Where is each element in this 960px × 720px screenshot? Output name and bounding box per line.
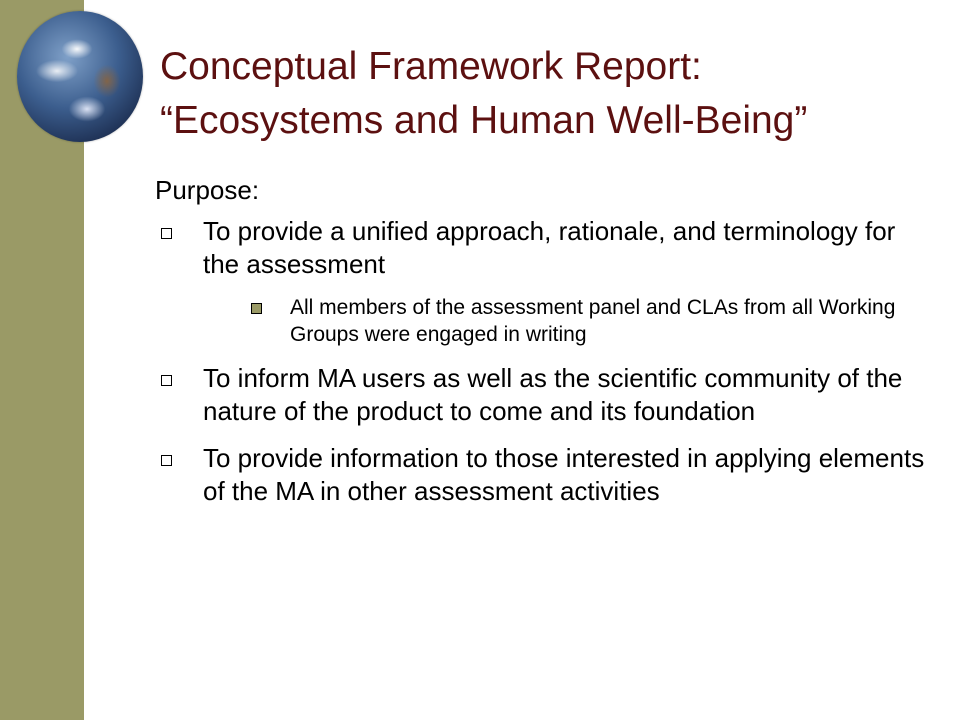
bullet-text: To provide information to those interested in applying elements of the MA in other assessment activities	[203, 443, 925, 506]
hollow-square-bullet-icon	[161, 228, 172, 239]
title-line-2: “Ecosystems and Human Well-Being”	[160, 99, 808, 142]
sub-bullet-text: All members of the assessment panel and CLAs from all Working Groups were engaged in writing	[290, 296, 896, 346]
bullet-text: To inform MA users as well as the scientific community of the nature of the product to come and its foundation	[203, 363, 903, 426]
bullet-text: To provide a unified approach, rationale, and terminology for the assessment	[203, 216, 896, 279]
bullet-item	[155, 215, 935, 348]
earth-globe-icon	[17, 11, 143, 142]
sub-bullet-item	[203, 294, 935, 348]
filled-square-bullet-icon	[251, 303, 262, 314]
purpose-label: Purpose:	[155, 175, 260, 205]
title-line-1: Conceptual Framework Report:	[160, 45, 702, 88]
slide-title	[160, 40, 940, 148]
slide-body	[155, 172, 935, 522]
hollow-square-bullet-icon	[161, 375, 172, 386]
bullet-item	[155, 362, 935, 428]
hollow-square-bullet-icon	[161, 455, 172, 466]
bullet-item	[155, 442, 935, 508]
